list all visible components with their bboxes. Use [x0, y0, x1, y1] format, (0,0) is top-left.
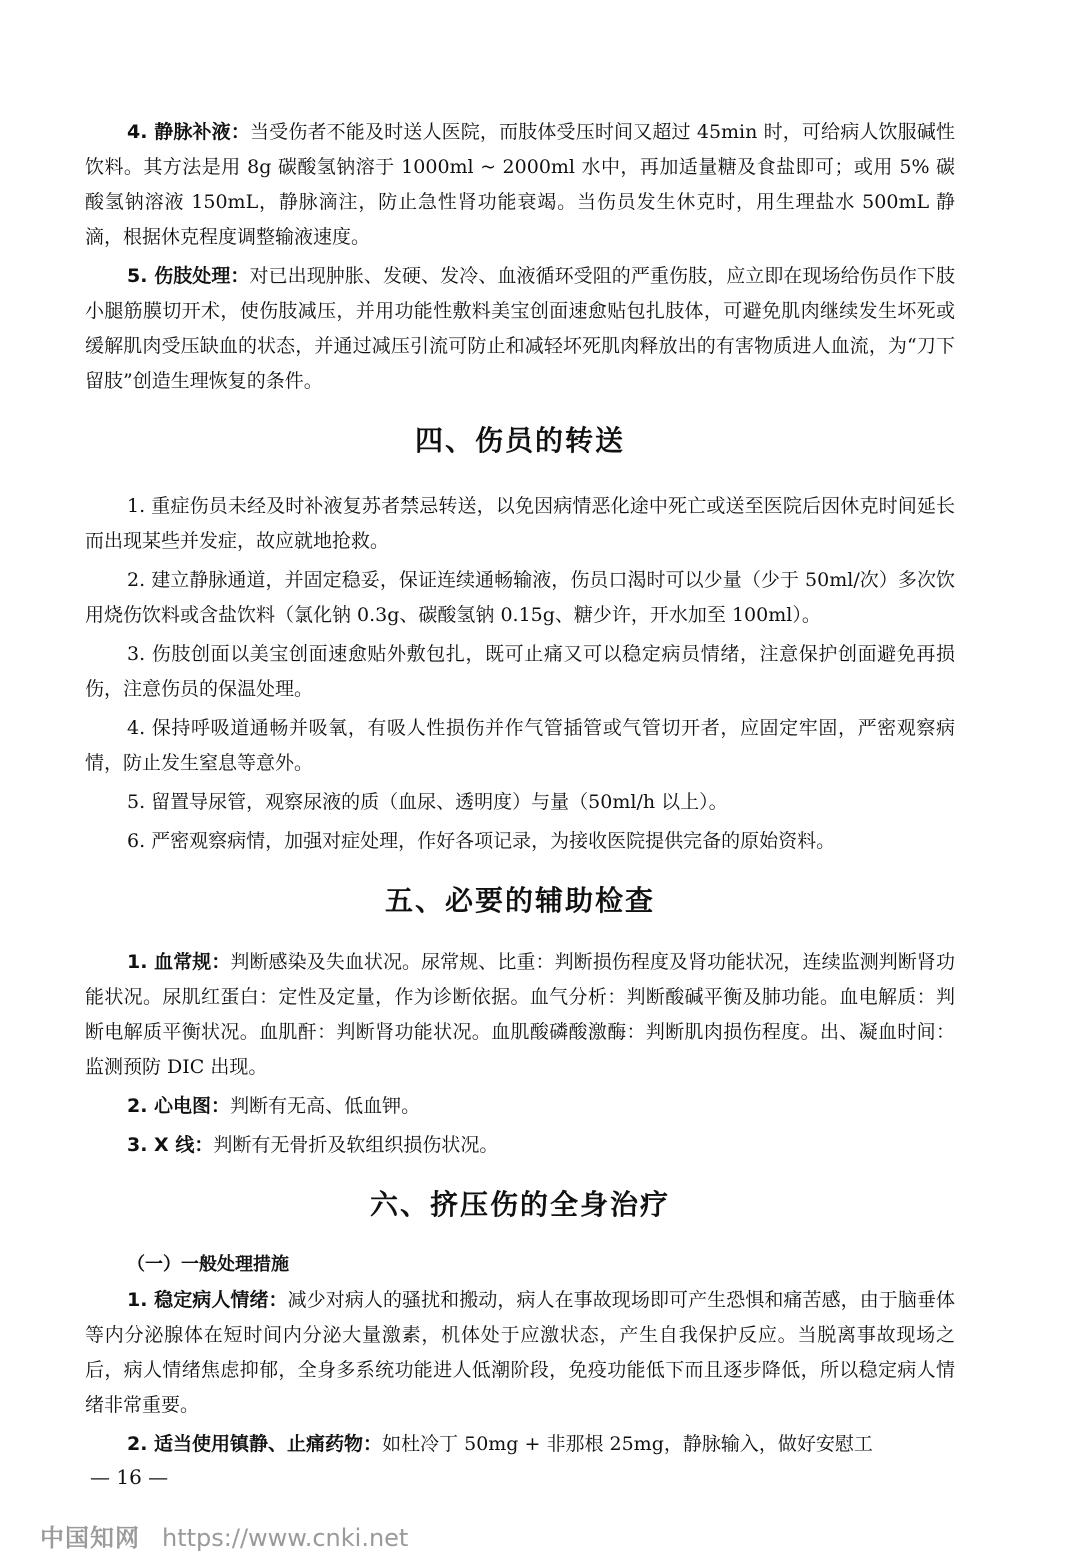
paragraph-lead: 3. X 线： [127, 1134, 214, 1156]
section-heading-6: 六、挤压伤的全身治疗 [369, 1188, 670, 1221]
paragraph [85, 259, 955, 399]
document-page [85, 115, 955, 1466]
watermark [40, 1518, 408, 1553]
paragraph [85, 115, 955, 255]
paragraph-lead: 1. 稳定病人情绪： [127, 1289, 288, 1311]
section-heading-4: 四、伤员的转送 [414, 424, 625, 457]
watermark-url: https://www.cnki.net [162, 1524, 409, 1552]
paragraph: 1. 重症伤员未经及时补液复苏者禁忌转送，以免因病情恶化途中死亡或送至医院后因休克时间延长而出现某些并发症，故应就地抢救。 [85, 495, 955, 552]
paragraph [85, 1427, 955, 1462]
paragraph-lead: 2. 心电图： [127, 1095, 231, 1117]
paragraph: 6. 严密观察病情，加强对症处理，作好各项记录，为接收医院提供完备的原始资料。 [127, 830, 836, 852]
paragraph [85, 945, 955, 1085]
paragraph [85, 1283, 955, 1423]
cnki-logo: 中国知网 [40, 1524, 140, 1552]
paragraph: 4. 保持呼吸道通畅并吸氧，有吸人性损伤并作气管插管或气管切开者，应固定牢固，严密观察病情，防止发生窒息等意外。 [85, 717, 955, 774]
paragraph: 2. 建立静脉通道，并固定稳妥，保证连续通畅输液，伤员口渴时可以少量（少于 50ml/次）多次饮用烧伤饮料或含盐饮料（氯化钠 0.3g、碳酸氢钠 0.15g、糖少许，开水加至 100ml）。 [85, 569, 955, 626]
paragraph: 3. 伤肢创面以美宝创面速愈贴外敷包扎，既可止痛又可以稳定病员情绪，注意保护创面避免再损伤，注意伤员的保温处理。 [85, 643, 955, 700]
paragraph-text: 当受伤者不能及时送人医院，而肢体受压时间又超过 45min 时，可给病人饮服碱性饮料。其方法是用 8g 碳酸氢钠溶于 1000ml ~ 2000ml 水中，再加适量糖及食盐即可；或用 5% 碳酸氢钠溶液 150mL，静脉滴注，防止急性肾功能衰竭。当伤员发生休克时，用生理盐水 500mL 静滴，根据休克程度调整输液速度。 [85, 121, 955, 248]
paragraph-lead: 4. 静脉补液： [127, 121, 251, 143]
paragraph-lead: 5. 伤肢处理： [127, 265, 250, 287]
section-heading-5: 五、必要的辅助检查 [384, 884, 655, 917]
paragraph-text: 对已出现肿胀、发硬、发冷、血液循环受阻的严重伤肢，应立即在现场给伤员作下肢小腿筋膜切开术，使伤肢减压，并用功能性敷料美宝创面速愈贴包扎肢体，可避免肌肉继续发生坏死或缓解肌肉受压缺血的状态，并通过减压引流可防止和减轻坏死肌肉释放出的有害物质进人血流，为“刀下留肢”创造生理恢复的条件。 [85, 265, 955, 392]
paragraph-text: 判断有无高、低血钾。 [230, 1095, 421, 1117]
paragraph-text: 判断有无骨折及软组织损伤状况。 [213, 1134, 499, 1156]
paragraph-text: 如杜冷丁 50mg + 非那根 25mg，静脉输入，做好安慰工 [382, 1433, 873, 1455]
paragraph-lead: 2. 适当使用镇静、止痛药物： [127, 1433, 383, 1455]
paragraph-text: 减少对病人的骚扰和搬动，病人在事故现场即可产生恐惧和痛苦感，由于脑垂体等内分泌腺体在短时间内分泌大量激素，机体处于应激状态，产生自我保护反应。当脱离事故现场之后，病人情绪焦虑抑郁，全身多系统功能进人低潮阶段，免疫功能低下而且逐步降低，所以稳定病人情绪非常重要。 [85, 1289, 955, 1416]
paragraph-lead: 1. 血常规： [127, 951, 231, 973]
paragraph-text: 判断感染及失血状况。尿常规、比重：判断损伤程度及肾功能状况，连续监测判断肾功能状况。尿肌红蛋白：定性及定量，作为诊断依据。血气分析：判断酸碱平衡及肺功能。血电解质：判断电解质平衡状况。血肌酐：判断肾功能状况。血肌酸磷酸激酶：判断肌肉损伤程度。出、凝血时间：监测预防 DIC 出现。 [85, 951, 955, 1078]
paragraph [85, 1128, 955, 1163]
paragraph: 5. 留置导尿管，观察尿液的质（血尿、透明度）与量（50ml/h 以上）。 [127, 791, 728, 813]
page-number: — 16 — [90, 1465, 169, 1489]
paragraph [85, 1089, 955, 1124]
subsection-heading: （一）一般处理措施 [127, 1254, 289, 1275]
